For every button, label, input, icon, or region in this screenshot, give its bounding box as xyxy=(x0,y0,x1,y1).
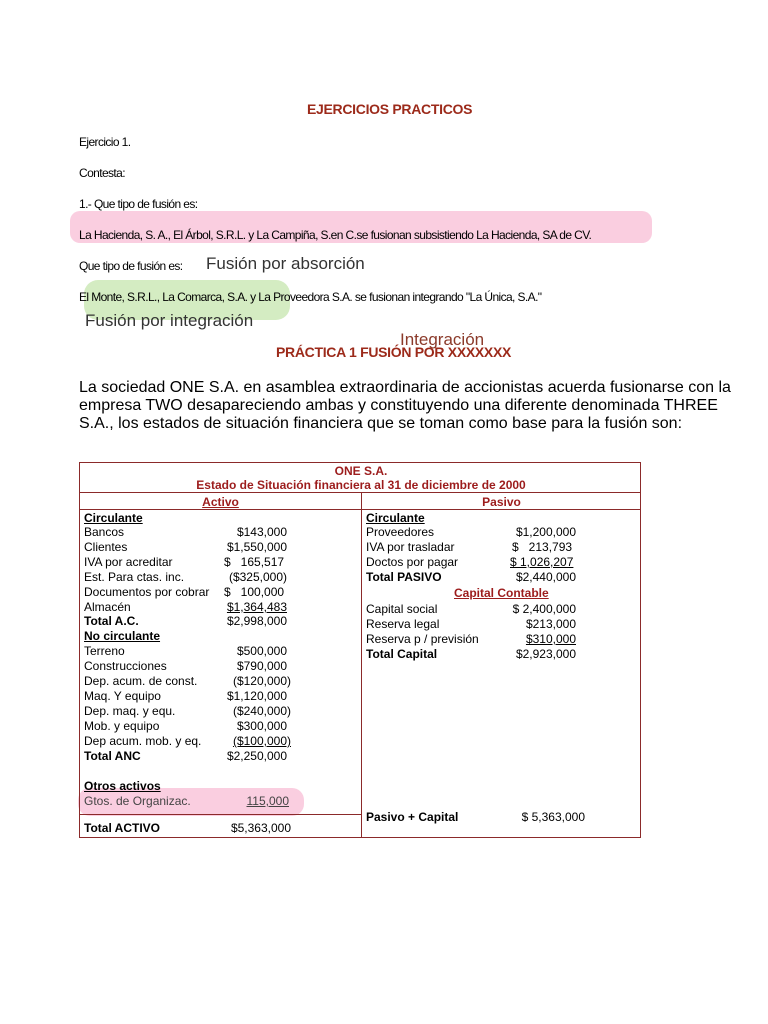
table-row-label: Clientes xyxy=(84,540,128,554)
answer-integracion: Fusión por integración xyxy=(85,311,254,330)
total-pasivo-label: Total PASIVO xyxy=(366,570,442,584)
table-row-label: Est. Para ctas. inc. xyxy=(84,570,185,584)
company-name: ONE S.A. xyxy=(334,464,388,478)
otros-activos-heading: Otros activos xyxy=(84,779,161,793)
balance-sheet-table xyxy=(79,462,641,838)
total-activo-label: Total ACTIVO xyxy=(84,821,160,835)
table-row-label: IVA por acreditar xyxy=(84,555,173,569)
page-title: EJERCICIOS PRACTICOS xyxy=(307,101,473,117)
table-row-value: $1,364,483 xyxy=(226,600,287,614)
table-row-value: $213,000 xyxy=(525,617,576,631)
question-2-label: Que tipo de fusión es: xyxy=(79,259,183,273)
paragraph-line-3: S.A., los estados de situación financiera que se toman como base para la fusión son: xyxy=(79,415,683,432)
statement-subtitle: Estado de Situación financiera al 31 de diciembre de 2000 xyxy=(196,478,526,492)
total-capital-value: $2,923,000 xyxy=(515,647,576,661)
table-row-label: Maq. Y equipo xyxy=(84,689,161,703)
paragraph-line-2: empresa TWO desapareciendo ambas y constituyendo una diferente denominada THREE xyxy=(79,397,718,414)
pasivo-circulante-heading: Circulante xyxy=(366,511,425,525)
total-capital-label: Total Capital xyxy=(366,647,438,661)
table-row-value: ($100,000) xyxy=(232,734,291,748)
pasivo-capital-value: $ 5,363,000 xyxy=(521,810,585,824)
table-row-label: Terreno xyxy=(84,644,125,658)
table-row-value: ($325,000) xyxy=(228,570,287,584)
table-row-value: $ 165,517 xyxy=(224,555,285,569)
gtos-label: Gtos. de Organizac. xyxy=(84,794,191,808)
total-pasivo-value: $2,440,000 xyxy=(515,570,576,584)
capital-contable-header: Capital Contable xyxy=(454,586,549,600)
table-row-label: Reserva legal xyxy=(366,617,440,631)
table-row-value: $ 1,026,207 xyxy=(510,555,574,569)
table-row-label: Reserva p / previsión xyxy=(366,632,479,646)
table-row-value: $ 100,000 xyxy=(224,585,285,599)
activo-circulante-heading: Circulante xyxy=(84,511,143,525)
table-row-label: Bancos xyxy=(84,525,125,539)
table-row-value: $1,120,000 xyxy=(226,689,287,703)
table-row-value: $790,000 xyxy=(236,659,287,673)
table-row-label: Capital social xyxy=(366,602,438,616)
table-row-label: Documentos por cobrar xyxy=(84,585,210,599)
table-row-value: $1,200,000 xyxy=(515,525,576,539)
practice-title: PRÁCTICA 1 FUSIÓN POR XXXXXXX xyxy=(276,344,512,360)
table-row-value: $300,000 xyxy=(236,719,287,733)
table-row-value: ($240,000) xyxy=(232,704,291,718)
contesta-label: Contesta: xyxy=(79,166,125,180)
answer-absorcion: Fusión por absorción xyxy=(206,254,365,273)
table-row-label: Dep. acum. de const. xyxy=(84,674,198,688)
table-row-value: $ 213,793 xyxy=(512,540,573,554)
pasivo-capital-label: Pasivo + Capital xyxy=(366,810,459,824)
table-row-label: Proveedores xyxy=(366,525,435,539)
table-row-value: $143,000 xyxy=(236,525,287,539)
table-row-label: Dep acum. mob. y eq. xyxy=(84,734,202,748)
table-row-value: $ 2,400,000 xyxy=(512,602,576,616)
pasivo-header: Pasivo xyxy=(482,495,521,509)
table-row-label: Doctos por pagar xyxy=(366,555,459,569)
paragraph-line-1: La sociedad ONE S.A. en asamblea extraordinaria de accionistas acuerda fusionarse con la xyxy=(79,379,731,396)
table-row-value: ($120,000) xyxy=(232,674,291,688)
no-circulante-heading: No circulante xyxy=(84,629,161,643)
exercise-label: Ejercicio 1. xyxy=(79,135,131,149)
table-row-label: Mob. y equipo xyxy=(84,719,160,733)
case-1-text: La Hacienda, S. A., El Árbol, S.R.L. y La Campiña, S.en C.se fusionan subsistiendo La Hacienda, SA de CV. xyxy=(79,228,592,242)
annotation-integracion: Integración xyxy=(400,330,485,349)
table-row-label: Construcciones xyxy=(84,659,167,673)
total-anc-value: $2,250,000 xyxy=(226,749,287,763)
table-row-value: $1,550,000 xyxy=(226,540,287,554)
table-row-label: IVA por trasladar xyxy=(366,540,455,554)
table-row-value: $310,000 xyxy=(525,632,576,646)
table-row-label: Almacén xyxy=(84,600,131,614)
question-1: 1.- Que tipo de fusión es: xyxy=(79,197,198,211)
total-activo-value: $5,363,000 xyxy=(230,821,291,835)
activo-header: Activo xyxy=(202,495,239,509)
total-ac-value: $2,998,000 xyxy=(226,614,287,628)
case-2-text: El Monte, S.R.L., La Comarca, S.A. y La Proveedora S.A. se fusionan integrando "La Única, S.A." xyxy=(79,290,542,304)
gtos-value: 115,000 xyxy=(246,794,289,808)
table-row-label: Dep. maq. y equ. xyxy=(84,704,176,718)
table-row-value: $500,000 xyxy=(236,644,287,658)
total-anc-label: Total ANC xyxy=(84,749,141,763)
total-ac-label: Total A.C. xyxy=(84,614,139,628)
